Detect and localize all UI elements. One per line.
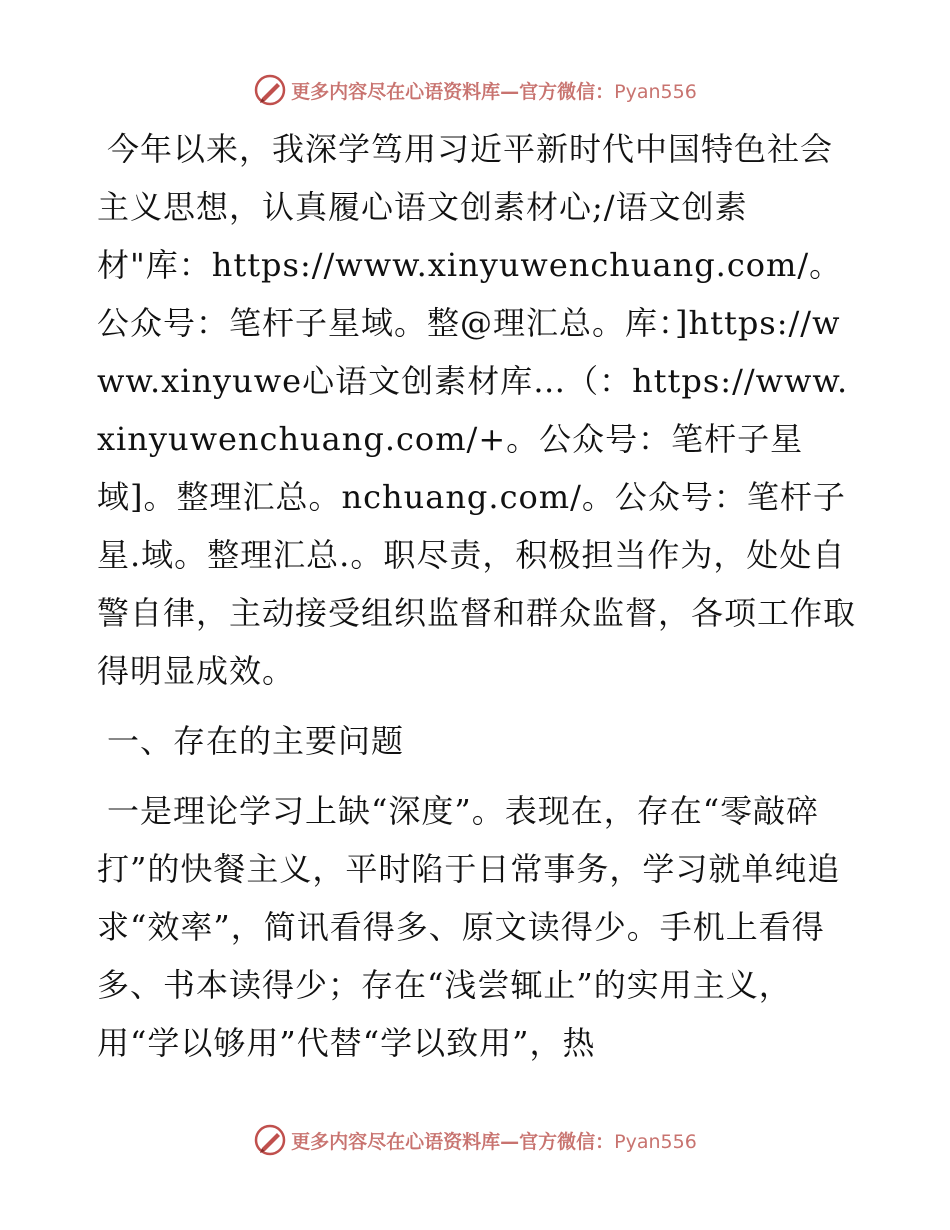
header-banner-text: 更多内容尽在心语资料库—官方微信：Pyan556 bbox=[291, 80, 697, 103]
paragraph-intro: 今年以来，我深学笃用习近平新时代中国特色社会主义思想，认真履心语文创素材心;/语文创素材"库：https://www.xinyuwenchuang.com/。公众号：笔杆子星域。整@理汇总。库：]https://www.xinyuwe心语文创素材库…（：https://www.xinyuwenchuang.com/+。公众号：笔杆子星域]。整理汇总。nchuang.com/。公众号：笔杆子星.域。整理汇总.。职尽责，积极担当作为，处处自警自律，主动接受组织监督和群众监督，各项工作取得明显成效。 bbox=[97, 130, 857, 690]
pen-logo-icon bbox=[253, 73, 287, 107]
paragraph-problem-one: 一是理论学习上缺“深度”。表现在，存在“零敲碎打”的快餐主义，平时陷于日常事务，学习就单纯追求“效率”，简讯看得多、原文读得少。手机上看得多、书本读得少；存在“浅尝辄止”的实用主义，用“学以够用”代替“学以致用”，热 bbox=[97, 792, 841, 1062]
pen-logo-icon bbox=[253, 1123, 287, 1157]
document-body bbox=[97, 120, 857, 1072]
footer-banner-text: 更多内容尽在心语资料库—官方微信：Pyan556 bbox=[291, 1130, 697, 1153]
footer-banner bbox=[0, 1120, 950, 1160]
header-banner bbox=[0, 70, 950, 110]
section-heading: 一、存在的主要问题 bbox=[107, 722, 405, 760]
